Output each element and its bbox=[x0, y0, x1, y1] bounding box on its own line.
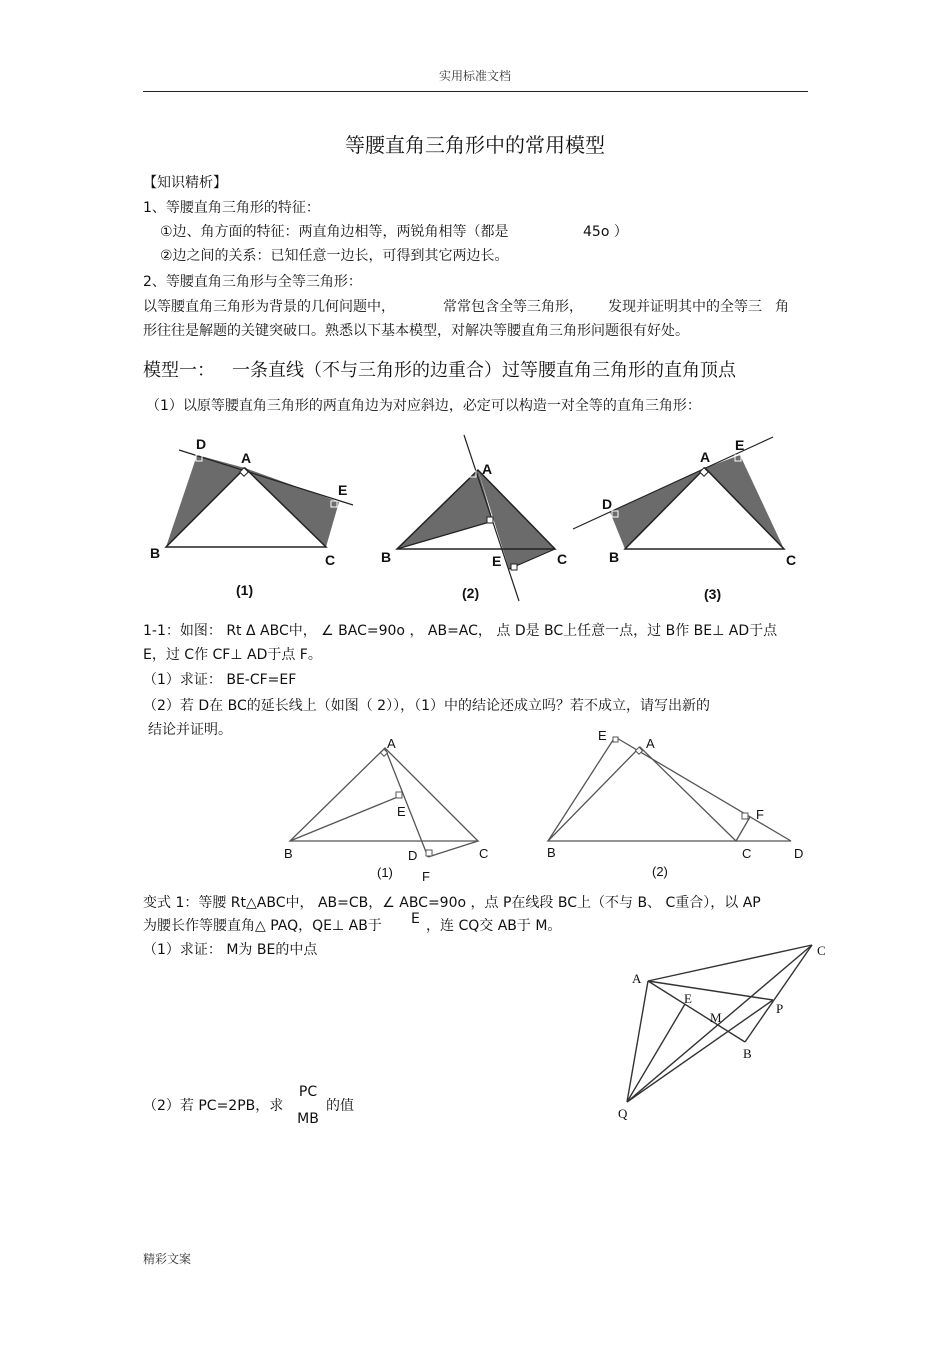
caption-2: (2) bbox=[462, 585, 480, 601]
example-figure-1 bbox=[284, 736, 488, 884]
segment-ab bbox=[648, 981, 745, 1042]
variant-1-q1: （1）求证： M为 BE的中点 bbox=[143, 942, 318, 958]
caption-2: (2) bbox=[652, 864, 668, 879]
label-f: F bbox=[422, 869, 430, 884]
fraction-numerator: PC bbox=[298, 1084, 318, 1100]
label-b: B bbox=[609, 549, 620, 565]
segment-be bbox=[290, 796, 400, 841]
para-3a: 以等腰直角三角形为背景的几何问题中， bbox=[143, 299, 395, 315]
segment-ap bbox=[648, 981, 773, 1000]
shaded-triangle-abd bbox=[166, 455, 245, 547]
para-1: 1、等腰直角三角形的特征： bbox=[143, 200, 320, 216]
para-4: 形往往是解题的关键突破口。熟悉以下基本模型，对解决等腰直角三角形问题很有好处。 bbox=[143, 323, 689, 339]
caption-3: (3) bbox=[704, 586, 722, 602]
label-a: A bbox=[387, 736, 396, 751]
shaded-triangle-abd bbox=[610, 468, 705, 549]
section-heading: 【知识精析】 bbox=[143, 175, 227, 191]
label-a: A bbox=[632, 971, 642, 986]
example-1-1-q2b: 结论并证明。 bbox=[148, 722, 232, 738]
para-3d: 角 bbox=[775, 299, 789, 315]
para-3c: 发现并证明其中的全等三 bbox=[608, 299, 762, 315]
page-footer: 精彩文案 bbox=[143, 1252, 192, 1266]
model-figures bbox=[0, 425, 950, 610]
variant-1-line2-e: E bbox=[411, 911, 420, 927]
header-rule bbox=[143, 91, 808, 92]
right-angle-e bbox=[613, 737, 618, 742]
segment-cf bbox=[428, 841, 478, 857]
label-e: E bbox=[598, 730, 607, 743]
example-1-1-q1: （1）求证： BE-CF=EF bbox=[143, 672, 297, 688]
para-3b: 常常包含全等三角形， bbox=[443, 299, 583, 315]
segment-be bbox=[548, 737, 615, 841]
page-title: 等腰直角三角形中的常用模型 bbox=[345, 133, 605, 157]
figure-1 bbox=[150, 436, 353, 598]
model-1-desc: （1）以原等腰直角三角形的两直角边为对应斜边，必定可以构造一对全等的直角三角形： bbox=[146, 398, 701, 414]
triangle-abc bbox=[290, 748, 478, 841]
label-a: A bbox=[241, 450, 252, 466]
label-b: B bbox=[743, 1046, 752, 1061]
right-angle-f bbox=[426, 850, 432, 856]
right-angle-f bbox=[742, 813, 748, 819]
label-c: C bbox=[786, 552, 797, 568]
para-2: 2、等腰直角三角形与全等三角形： bbox=[143, 274, 362, 290]
fraction-denominator: MB bbox=[297, 1111, 319, 1127]
segment-cf bbox=[736, 817, 750, 841]
example-1-1-line2: E，过 C作 CF⊥ AD于点 F。 bbox=[143, 647, 322, 663]
shaded-triangle-ace bbox=[705, 455, 784, 549]
para-1a: ①边、角方面的特征：两直角边相等，两锐角相等（都是 bbox=[160, 224, 509, 240]
figure-2 bbox=[381, 435, 567, 601]
label-a: A bbox=[482, 461, 493, 477]
label-c: C bbox=[742, 846, 752, 861]
example-figures bbox=[0, 730, 950, 885]
label-e: E bbox=[735, 437, 745, 453]
variant-1-q2-tail: 的值 bbox=[326, 1098, 354, 1114]
label-c: C bbox=[325, 552, 336, 568]
segment-ac bbox=[648, 945, 812, 981]
label-d: D bbox=[408, 848, 418, 863]
label-d: D bbox=[794, 846, 804, 861]
model-label: 模型一： bbox=[143, 360, 215, 381]
label-a: A bbox=[646, 736, 655, 751]
example-1-1-line1: 1-1：如图： Rt Δ ABC中， ∠ BAC=90o ， AB=AC， 点 D是 BC上任意一点，过 B作 BE⊥ AD于点 bbox=[143, 623, 778, 639]
variant-figure bbox=[600, 935, 840, 1130]
right-angle-e bbox=[487, 517, 493, 523]
variant-1-q2: （2）若 PC=2PB，求 bbox=[143, 1098, 284, 1114]
label-p: P bbox=[776, 1001, 784, 1016]
label-m: M bbox=[710, 1010, 722, 1025]
figure-3 bbox=[573, 437, 796, 602]
label-c: C bbox=[817, 943, 826, 958]
right-angle-e bbox=[396, 792, 402, 798]
label-e: E bbox=[338, 482, 348, 498]
label-f: F bbox=[756, 807, 764, 822]
label-e: E bbox=[397, 804, 406, 819]
label-e: E bbox=[492, 553, 502, 569]
label-b: B bbox=[381, 549, 392, 565]
page-header: 实用标准文档 bbox=[438, 69, 511, 83]
label-b: B bbox=[547, 845, 556, 860]
right-angle-f bbox=[511, 564, 517, 570]
label-c: C bbox=[557, 551, 568, 567]
line-ed bbox=[615, 737, 791, 841]
example-1-1-q2a: （2）若 D在 BC的延长线上（如图（ 2）），（1）中的结论还成立吗？若不成立，请写出新的 bbox=[143, 698, 710, 714]
variant-1-line1: 变式 1：等腰 Rt△ABC中， AB=CB，∠ ABC=90o ，点 P在线段 BC上（不与 B、 C重合），以 AP bbox=[143, 895, 761, 911]
label-b: B bbox=[284, 846, 293, 861]
variant-1-line2b: ，连 CQ交 AB于 M。 bbox=[426, 918, 562, 934]
shaded-triangle-abe bbox=[397, 470, 493, 549]
label-b: B bbox=[150, 545, 161, 561]
caption-1: (1) bbox=[377, 865, 393, 880]
example-figure-2 bbox=[547, 730, 803, 879]
label-a: A bbox=[700, 449, 711, 465]
shaded-triangle-ace bbox=[245, 468, 339, 547]
caption-1: (1) bbox=[236, 582, 254, 598]
label-d: D bbox=[196, 436, 207, 452]
model-text: 一条直线（不与三角形的边重合）过等腰直角三角形的直角顶点 bbox=[232, 360, 736, 381]
triangle-abc bbox=[548, 747, 736, 841]
label-q: Q bbox=[618, 1106, 628, 1121]
variant-1-line2a: 为腰长作等腰直角△ PAQ，QE⊥ AB于 bbox=[143, 918, 382, 934]
para-1a-angle: 45o ） bbox=[583, 224, 628, 240]
label-d: D bbox=[602, 496, 613, 512]
para-1b: ②边之间的关系：已知任意一边长，可得到其它两边长。 bbox=[160, 248, 509, 264]
label-c: C bbox=[479, 846, 489, 861]
label-e: E bbox=[684, 991, 692, 1006]
